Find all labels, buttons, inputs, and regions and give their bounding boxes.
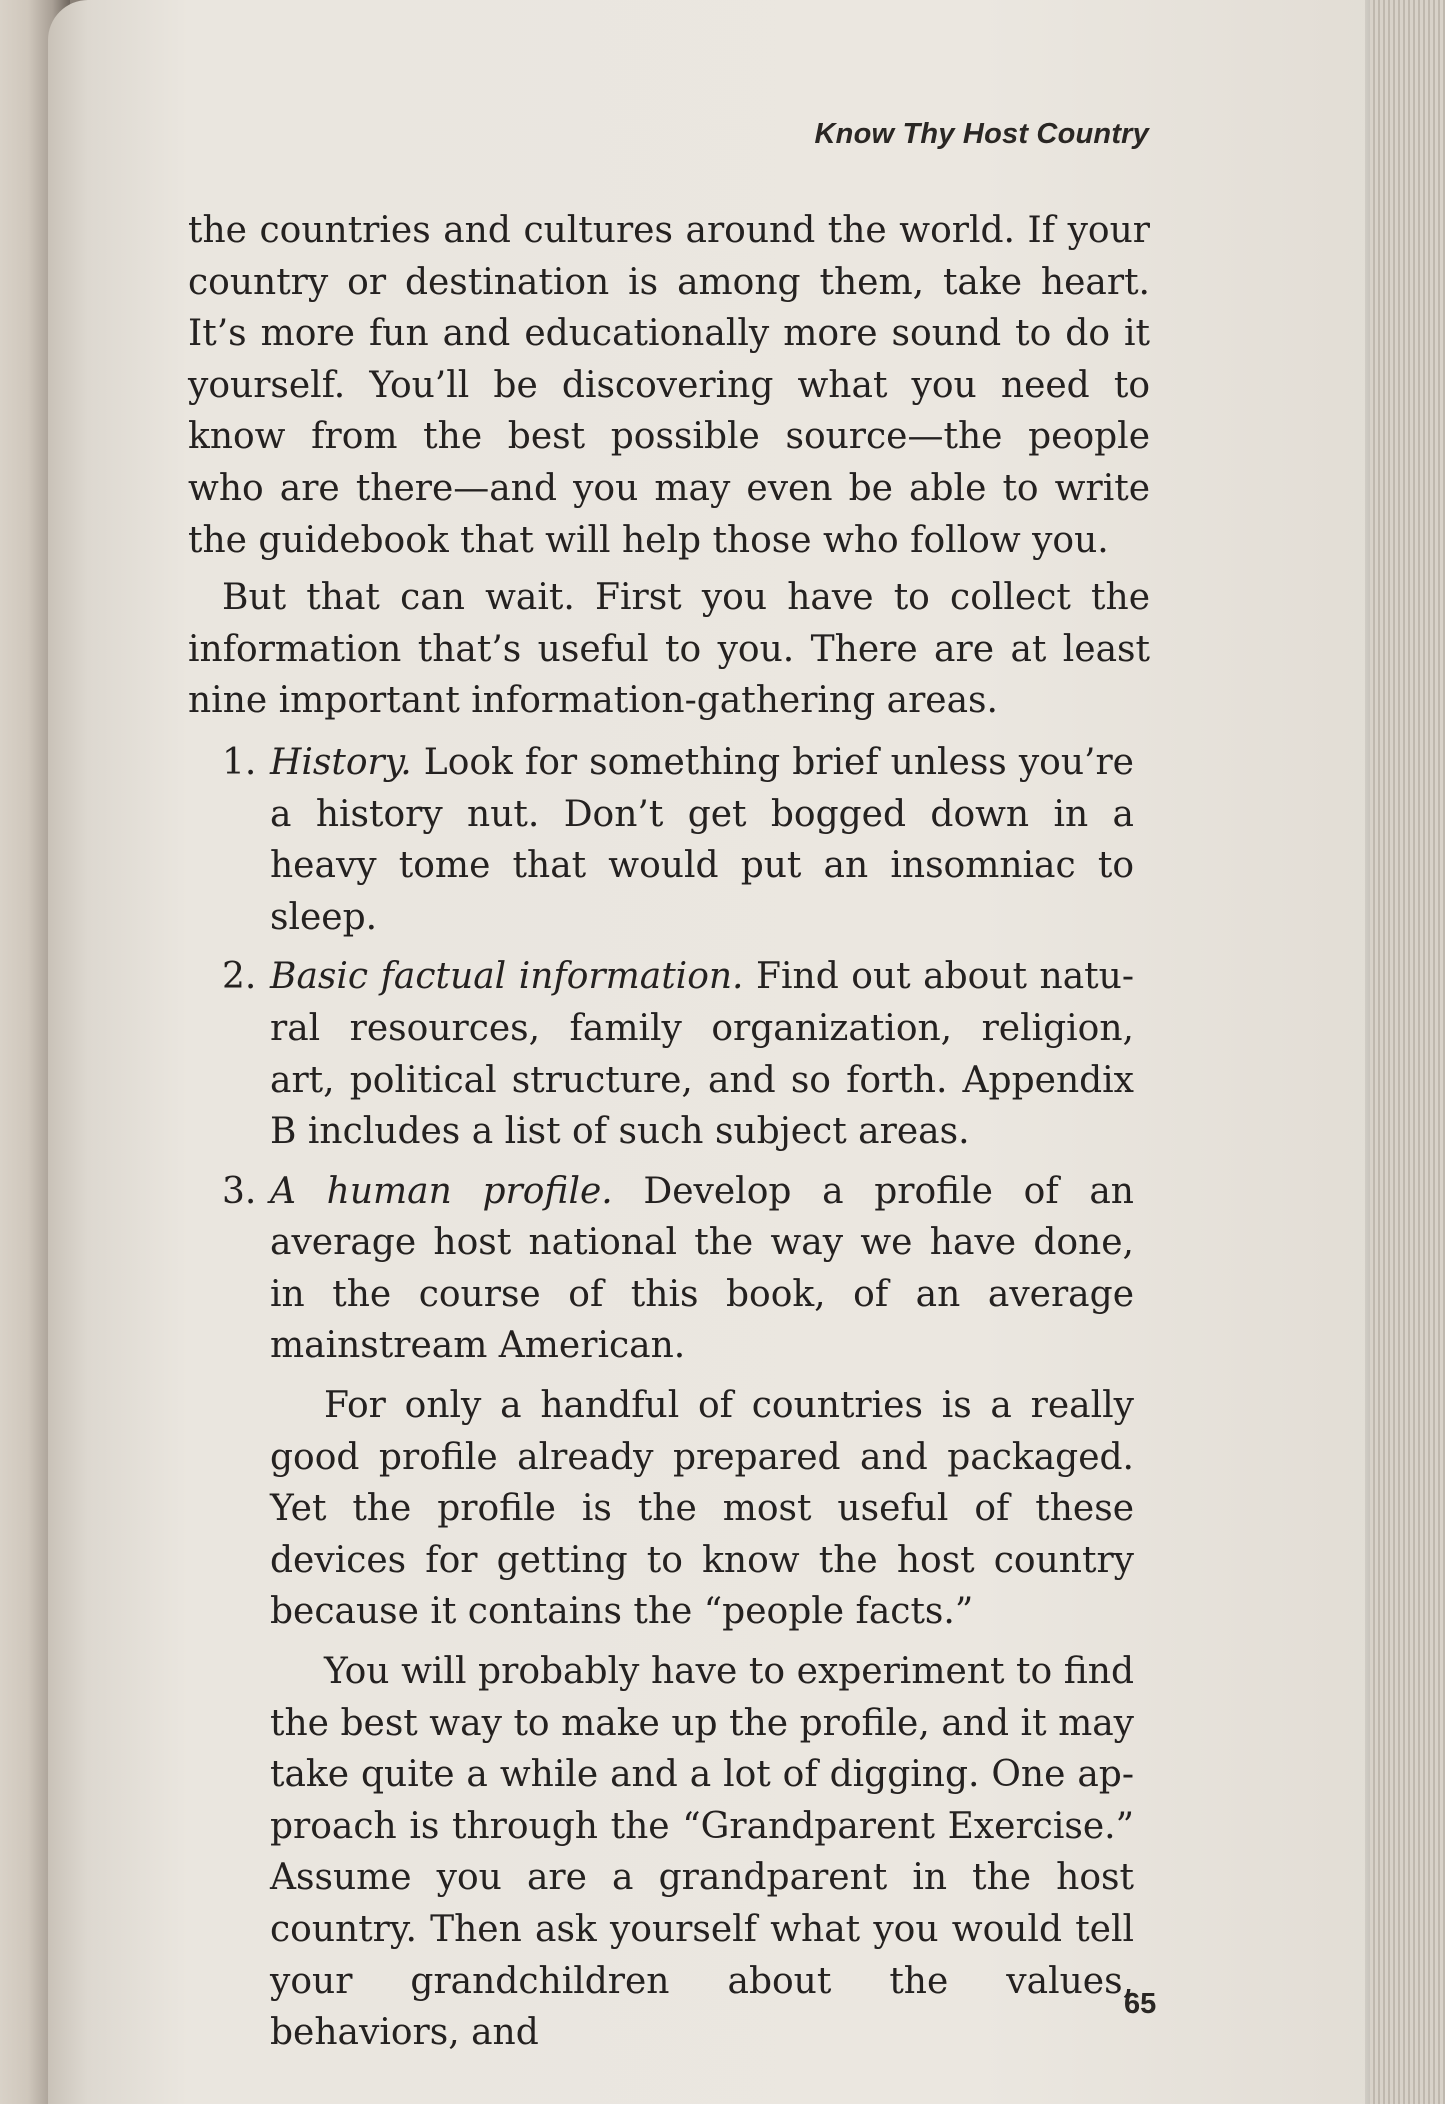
information-areas-list [188, 737, 1150, 2059]
list-text: Look for something brief unless you’re a history nut. Don’t get bogged down in a heavy tome that would put an insomniac to sleep. [270, 741, 1134, 938]
profile-paragraph: For only a handful of countries is a really good profile already prepared and packaged. Yet the profile is the most useful of these devices for getting to know the host country because it contains the “people facts.” [270, 1385, 1134, 1633]
page-body [188, 205, 1150, 2067]
list-term: Basic factual information. [270, 956, 744, 998]
stacked-page-edges [1370, 0, 1445, 2104]
list-item-human-profile [188, 1166, 1134, 2059]
page-number: 65 [1124, 1988, 1157, 2020]
grandparent-exercise-paragraph: You will probably have to experiment to find the best way to make up the profile, and it may take quite a while and a lot of digging. One approach is through the “Grandparent Exercise.” Assume you are a grandparent in the host country. Then ask yourself what you would tell your grandchildren about the values, behaviors, and [270, 1651, 1134, 2054]
list-number: 1. [222, 741, 257, 783]
list-number: 3. [222, 1170, 257, 1212]
list-item-history [188, 737, 1134, 943]
list-term: A human profile. [270, 1170, 613, 1212]
opening-paragraph: the countries and cultures around the world. If your country or destination is among them, take heart. It’s more fun and educationally more sound to do it yourself. You’ll be discovering what you need to know from the best possible source—the people who are there—and you may even be able to write the guidebook that will help those who follow you. [188, 210, 1150, 561]
running-header: Know Thy Host Country [814, 118, 1149, 150]
second-paragraph: But that can wait. First you have to collect the information that’s useful to you. There are at least nine important information-gathering areas. [188, 577, 1150, 722]
list-number: 2. [222, 956, 257, 998]
list-term: History. [270, 741, 412, 783]
list-text: Find out about natural resources, family organization, religion, art, political structure, and so forth. Appendix B includes a list of such subject areas. [270, 956, 1134, 1153]
list-item-basic-facts [188, 951, 1134, 1157]
list-text: Develop a profile of an average host national the way we have done, in the course of this book, of an average mainstream American. [270, 1170, 1134, 1367]
